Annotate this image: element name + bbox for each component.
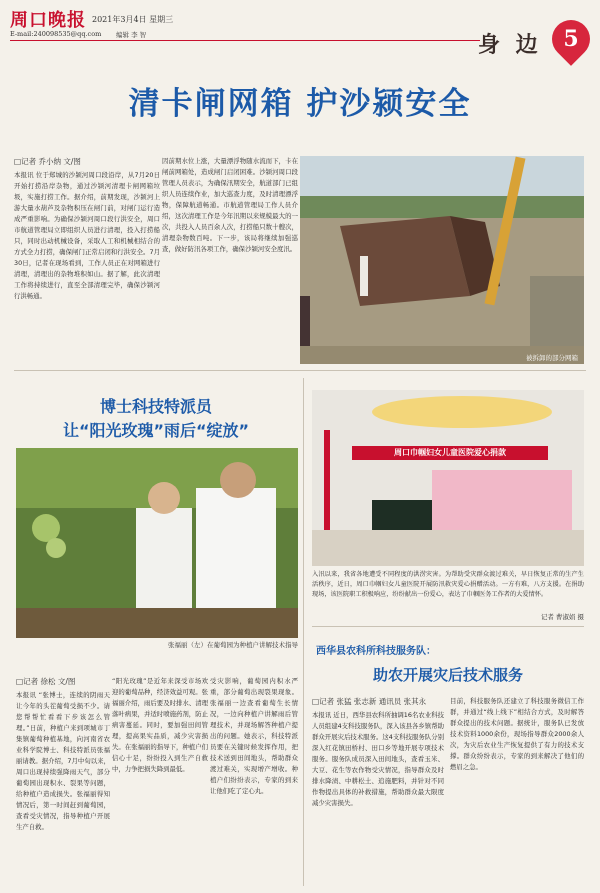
article1-photo-caption: 被拆卸的部分网箱 — [526, 354, 578, 362]
article2-body-col3: 受灾影响，葡萄园内积水严重，部分葡萄出现裂果现象。张福丽一边查看葡萄生长情况，一边向种植户讲解雨后管理技术，并现场解答种植户提出的问题。她表示，科技特派员要在关键时候发挥作用，把技术送到田间地头，帮助群众渡过难关，实现增产增收。种植户们纷纷表示，专家的到来让他们吃了定心丸。 — [210, 677, 298, 795]
article2-byline: □记者 徐松 文/图 — [16, 677, 76, 686]
article4-body-col2: 目前，科技服务队还建立了科技服务微信工作群，并通过“线上线下”相结合方式，及时解答群众提出的技术问题。据统计，服务队已发放技术资料1000余份，现场指导群众2000余人次，为灾后农业生产恢复提供了有力的技术支撑。群众纷纷表示，专家的到来解决了他们的燃眉之急。 — [450, 697, 584, 771]
donation-banner: 周口巾帼妇女儿童医院爱心捐款 — [394, 448, 506, 457]
article1-body-col2: 因前期水位上涨，大量漂浮物随水流而下，卡在闸前网箱处，造成闸门启闭困难。沙颍河周口段管理人员表示，为确保汛期安全，航道部门已组织人员连续作业，加大巡查力度，及时清理漂浮物，保障航道畅通。市航道管理局工作人员介绍，这次清理工作是今年汛期以来规模最大的一次，共投入人员百余人次，打捞船只数十艘次，清理杂物数百吨。下一步，该局将继续加强巡查，做好防汛各项工作，确保沙颍河安全度汛。 — [162, 157, 298, 253]
article4-headline-line1: 西华县农科所科技服务队： — [316, 646, 436, 657]
donation-photo-graphic — [312, 390, 584, 566]
column-divider — [303, 378, 304, 886]
editor-line: 编辑 李 智 — [116, 31, 147, 39]
section-title: 身 边 — [478, 32, 542, 58]
vineyard-photo — [16, 448, 298, 638]
vineyard-photo-graphic — [16, 448, 298, 638]
article4-byline: □记者 张猛 张志新 通讯员 张其永 — [312, 697, 427, 706]
newspaper-logo: 周口晚报 — [10, 10, 86, 31]
article2-body-col1: 本报讯 “张博士，连续的阴雨天让今年的头茬葡萄受损不少。请您帮帮忙看看下步该怎么管理。”日前，种植户来到项城市丁集镇葡萄种植基地，向河南省农业科学院博士、科技特派员张福丽请教。据介绍，7月中旬以来，周口出现持续强降雨天气，部分葡萄园出现积水、裂果等问题，给种植户造成损失。张福丽得知情况后，第一时间赶到葡萄园，查看受灾情况，指导种植户开展生产自救。 — [16, 691, 110, 831]
main-headline: 清卡闸网箱 护沙颍安全 — [128, 86, 472, 122]
article3-caption-byline: 记者 曹淑娟 摄 — [540, 613, 584, 621]
article1-byline: □记者 乔小纳 文/图 — [14, 157, 81, 166]
issue-date: 2021年3月4日 星期三 — [92, 15, 174, 24]
article4-body-col1: 本报讯 近日，西华县农科所抽调16名农业科技人员组建4支科技服务队，深入该县各乡镇帮助群众开展灾后技术服务。这4支科技服务队分别深入红花镇田桥村、田口乡等地开展专项技术服务。服务队成员深入田间地头，查看玉米、大豆、花生等农作物受灾情况，指导群众及时排水降渍、中耕松土、追施肥料，并针对不同作物提出具体的补救措施，帮助群众最大限度减少灾害损失。 — [312, 711, 444, 807]
article2-body-col2: “阳光玫瑰”是近年来深受市场欢迎的葡萄品种，经济效益可观。张福丽介绍，雨后要及时排水、清理落叶病果，并适时喷施药剂，防止病害蔓延。同时，要加强田间管理，提高果实品质，减少灾害损失。在张福丽的指导下，种植户们信心十足，纷纷投入到生产自救中，力争把损失降到最低。 — [112, 677, 208, 773]
article1-body-col1: 本报讯 位于郑城的沙颍河周口段沿岸，从7月20日开始打捞沿岸杂物，通过沙颍河清理卡闸网箱垃圾，实施打捞工作。据介绍，前期发现，沙颍河上游大量水葫芦及杂物积压在闸门前，对闸门运行造成严重影响。为确保沙颍河周口段行洪安全，周口市航道管理局立即组织人员进行清理，投入打捞船只，同时出动机械设备，采取人工和机械相结合的方式全力打捞，确保闸门正常启闭和行洪安全。7月30日，记者在现场看到，工作人员正在对网箱进行清理，清理出的杂物堆积如山。据了解，此次清理工作将持续进行，直至全部清理完毕，确保沙颍河行洪畅通。 — [14, 171, 160, 300]
article3-photo-caption: 入汛以来，我省各地遭受不同程度的洪涝灾害。为帮助受灾群众渡过难关，早日恢复正常的生产生活秩序，近日，周口巾帼妇女儿童医院开展防汛救灾爱心捐赠活动。一方有难，八方支援。在捐助现场，该医院职工积极响应，纷纷献出一份爱心，表达了巾帼医务工作者的大爱情怀。 — [312, 571, 584, 598]
section-divider-1 — [14, 370, 586, 371]
article2-headline-line1: 博士科技特派员 — [99, 397, 212, 416]
gate-net-photo — [300, 156, 584, 364]
article4-headline-line2: 助农开展灾后技术服务 — [372, 666, 523, 684]
donation-photo — [312, 390, 584, 566]
section-divider-2 — [312, 626, 584, 627]
page-number: 5 — [563, 26, 579, 52]
gate-net-photo-graphic — [300, 156, 584, 364]
header-rule — [10, 40, 480, 41]
article2-photo-caption: 张福丽（左）在葡萄园为种植户讲解技术指导 — [168, 641, 298, 649]
contact-email: E-mail:240098535@qq.com — [10, 30, 102, 38]
article2-headline-line2: 让“阳光玫瑰”雨后“绽放” — [62, 421, 250, 440]
